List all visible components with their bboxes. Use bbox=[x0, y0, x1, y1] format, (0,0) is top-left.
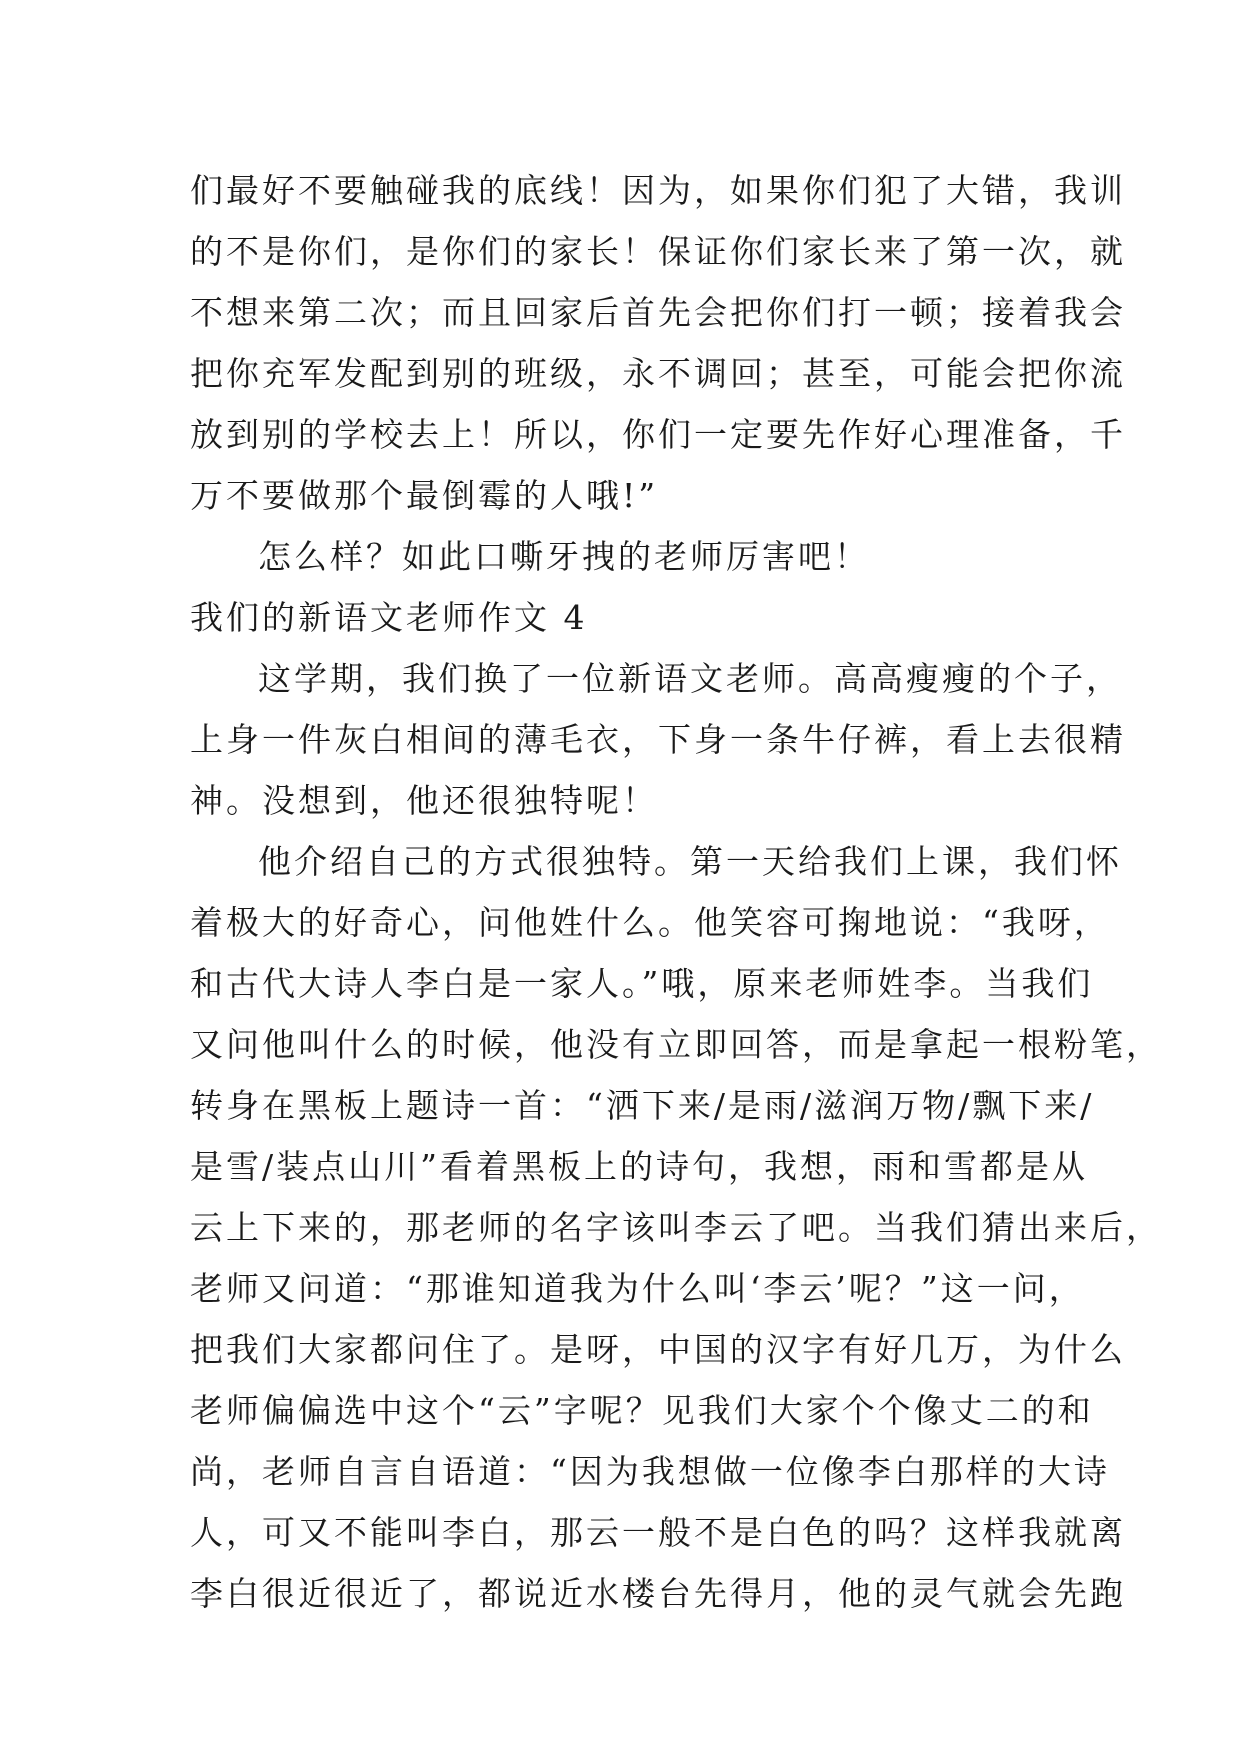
text-line: 人，可又不能叫李白，那云一般不是白色的吗？这样我就离 bbox=[190, 1513, 1126, 1552]
text-line: 不想来第二次；而且回家后首先会把你们打一顿；接着我会 bbox=[190, 293, 1126, 332]
text-line: 万不要做那个最倒霉的人哦!” bbox=[190, 476, 659, 515]
paragraph-start-line: 这学期，我们换了一位新语文老师。高高瘦瘦的个子， bbox=[258, 659, 1122, 698]
text-line: 的不是你们，是你们的家长！保证你们家长来了第一次，就 bbox=[190, 232, 1126, 271]
paragraph-start-line: 他介绍自己的方式很独特。第一天给我们上课，我们怀 bbox=[258, 842, 1122, 881]
text-line: 着极大的好奇心，问他姓什么。他笑容可掬地说：“我呀， bbox=[190, 903, 1110, 942]
text-line: 是雪/装点山川”看着黑板上的诗句，我想，雨和雪都是从 bbox=[190, 1147, 1088, 1186]
text-line: 神。没想到，他还很独特呢！ bbox=[190, 781, 658, 820]
text-line: 老师又问道：“那谁知道我为什么叫‘李云’呢？”这一问， bbox=[190, 1269, 1085, 1308]
text-line: 尚，老师自言自语道：“因为我想做一位像李白那样的大诗 bbox=[190, 1452, 1110, 1491]
document-body bbox=[190, 160, 1162, 1624]
paragraph-start-line: 怎么样？如此口嘶牙拽的老师厉害吧！ bbox=[258, 537, 870, 576]
section-heading: 我们的新语文老师作文 4 bbox=[190, 598, 588, 637]
text-line: 和古代大诗人李白是一家人。”哦，原来老师姓李。当我们 bbox=[190, 964, 1094, 1003]
text-line: 上身一件灰白相间的薄毛衣，下身一条牛仔裤，看上去很精 bbox=[190, 720, 1126, 759]
text-line: 转身在黑板上题诗一首：“洒下来/是雨/滋润万物/飘下来/ bbox=[190, 1086, 1095, 1125]
text-line: 放到别的学校去上！所以，你们一定要先作好心理准备，千 bbox=[190, 415, 1126, 454]
text-line: 们最好不要触碰我的底线！因为，如果你们犯了大错，我训 bbox=[190, 171, 1126, 210]
text-line: 云上下来的，那老师的名字该叫李云了吧。当我们猜出来后， bbox=[190, 1208, 1162, 1247]
text-line: 李白很近很近了，都说近水楼台先得月，他的灵气就会先跑 bbox=[190, 1574, 1126, 1613]
text-line: 又问他叫什么的时候，他没有立即回答，而是拿起一根粉笔， bbox=[190, 1025, 1162, 1064]
text-line: 把你充军发配到别的班级，永不调回；甚至，可能会把你流 bbox=[190, 354, 1126, 393]
text-line: 老师偏偏选中这个“云”字呢？见我们大家个个像丈二的和 bbox=[190, 1391, 1094, 1430]
text-line: 把我们大家都问住了。是呀，中国的汉字有好几万，为什么 bbox=[190, 1330, 1126, 1369]
